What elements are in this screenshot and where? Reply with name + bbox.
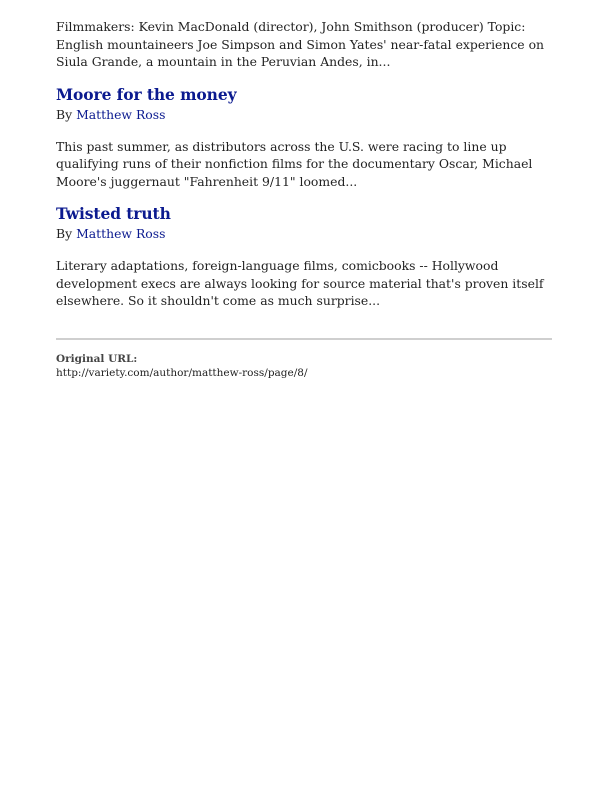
article-title-link[interactable]: Twisted truth xyxy=(56,204,171,223)
original-url-label: Original URL: xyxy=(56,352,138,365)
article-byline xyxy=(56,106,552,123)
article-excerpt: This past summer, as distributors across the U.S. were racing to line up qualifying runs of their nonfiction films for the documentary Oscar, Michael Moore's juggernaut "Fahrenheit 9/11" loomed... xyxy=(56,138,533,189)
article-excerpt: Literary adaptations, foreign-language films, comicbooks -- Hollywood development execs are always looking for source material that's proven itself elsewhere. So it shouldn't come as much surprise... xyxy=(56,258,544,308)
article-byline xyxy=(56,225,552,242)
article-title-link[interactable]: Moore for the money xyxy=(56,84,237,104)
original-url-value[interactable]: http://variety.com/author/matthew-ross/page/8/ xyxy=(56,366,308,379)
original-url-section xyxy=(56,352,552,381)
article-item xyxy=(56,85,552,191)
article-item xyxy=(56,204,552,310)
author-link[interactable]: Matthew Ross xyxy=(76,106,166,122)
byline-label: By xyxy=(56,106,73,122)
intro-excerpt: Filmmakers: Kevin MacDonald (director), John Smithson (producer) Topic: English mountaineers Joe Simpson and Simon Yates' near-fatal experience on Siula Grande, a mountain in the Peruvian Andes, in... xyxy=(56,19,545,69)
byline-label: By xyxy=(56,226,73,241)
page-content xyxy=(56,18,552,381)
author-link[interactable]: Matthew Ross xyxy=(76,226,166,241)
footer-divider xyxy=(56,338,552,340)
